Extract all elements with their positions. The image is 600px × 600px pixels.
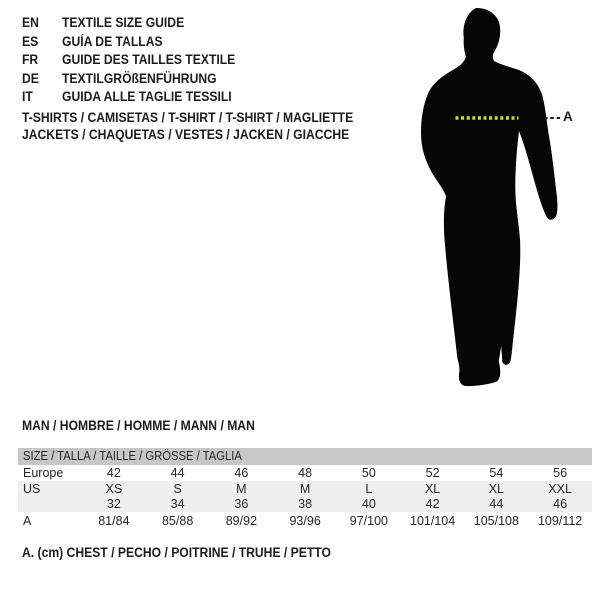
table-cell: 36 <box>234 497 249 511</box>
table-cell: 48 <box>298 466 313 480</box>
language-title: TEXTILGRÖßENFÜHRUNG <box>62 70 217 86</box>
table-cell: M <box>236 482 247 496</box>
table-row-europe <box>18 465 592 481</box>
table-row-us <box>18 481 592 497</box>
chest-footnote: A. (cm) CHEST / PECHO / POITRINE / TRUHE / PETTO <box>22 545 331 560</box>
table-cell: 52 <box>425 466 440 480</box>
table-cell: 54 <box>489 466 504 480</box>
row-label: Europe <box>23 466 64 480</box>
language-title: GUIDA ALLE TAGLIE TESSILI <box>62 89 232 105</box>
language-code: ES <box>22 33 39 49</box>
table-cell: 46 <box>234 466 249 480</box>
table-cell: S <box>173 482 182 496</box>
language-title: GUÍA DE TALLAS <box>62 33 163 49</box>
table-cell: L <box>365 482 373 496</box>
category-tshirts: T-SHIRTS / CAMISETAS / T-SHIRT / T-SHIRT / MAGLIETTE <box>22 110 354 125</box>
table-cell: 38 <box>298 497 313 511</box>
language-code: EN <box>22 15 39 30</box>
table-cell: 85/88 <box>161 514 194 528</box>
size-table <box>18 448 592 530</box>
language-code: DE <box>22 70 39 86</box>
table-cell: 50 <box>361 466 376 480</box>
category-jackets: JACKETS / CHAQUETAS / VESTES / JACKEN / GIACCHE <box>22 127 350 143</box>
table-cell: 101/104 <box>410 514 456 528</box>
table-cell: XXL <box>548 482 572 496</box>
measurement-label-a: A <box>563 109 573 124</box>
table-cell: 32 <box>106 497 121 511</box>
table-cell: XS <box>105 482 123 496</box>
table-cell: 81/84 <box>98 514 130 528</box>
section-title-man: MAN / HOMBRE / HOMME / MANN / MAN <box>22 418 255 433</box>
table-cell: 42 <box>106 466 121 480</box>
size-table-header <box>18 448 592 465</box>
table-cell: 44 <box>489 497 504 511</box>
table-cell: M <box>299 482 311 496</box>
table-row-numeric <box>18 497 592 512</box>
man-silhouette <box>421 8 557 386</box>
language-code: FR <box>22 52 39 68</box>
row-label: US <box>23 482 41 496</box>
table-cell: 109/112 <box>537 514 583 528</box>
size-table-header-label: SIZE / TALLA / TAILLE / GRÖSSE / TAGLIA <box>23 449 242 463</box>
row-label: A <box>23 514 32 528</box>
table-cell: 40 <box>361 497 376 511</box>
table-cell: 34 <box>170 497 185 511</box>
row-label <box>18 497 82 512</box>
table-cell: 56 <box>553 466 568 480</box>
table-cell: XL <box>488 482 505 496</box>
table-cell: 97/100 <box>349 514 388 528</box>
table-cell: 105/108 <box>473 514 519 528</box>
table-cell: 42 <box>425 497 440 511</box>
language-code: IT <box>22 89 33 105</box>
table-row-chest <box>18 512 592 530</box>
table-cell: 93/96 <box>289 514 321 528</box>
table-cell: 44 <box>170 466 185 480</box>
language-title: TEXTILE SIZE GUIDE <box>62 15 185 30</box>
table-cell: XL <box>424 482 441 496</box>
language-title: GUIDE DES TAILLES TEXTILE <box>62 52 236 68</box>
table-cell: 89/92 <box>225 514 258 528</box>
table-cell: 46 <box>553 497 568 511</box>
